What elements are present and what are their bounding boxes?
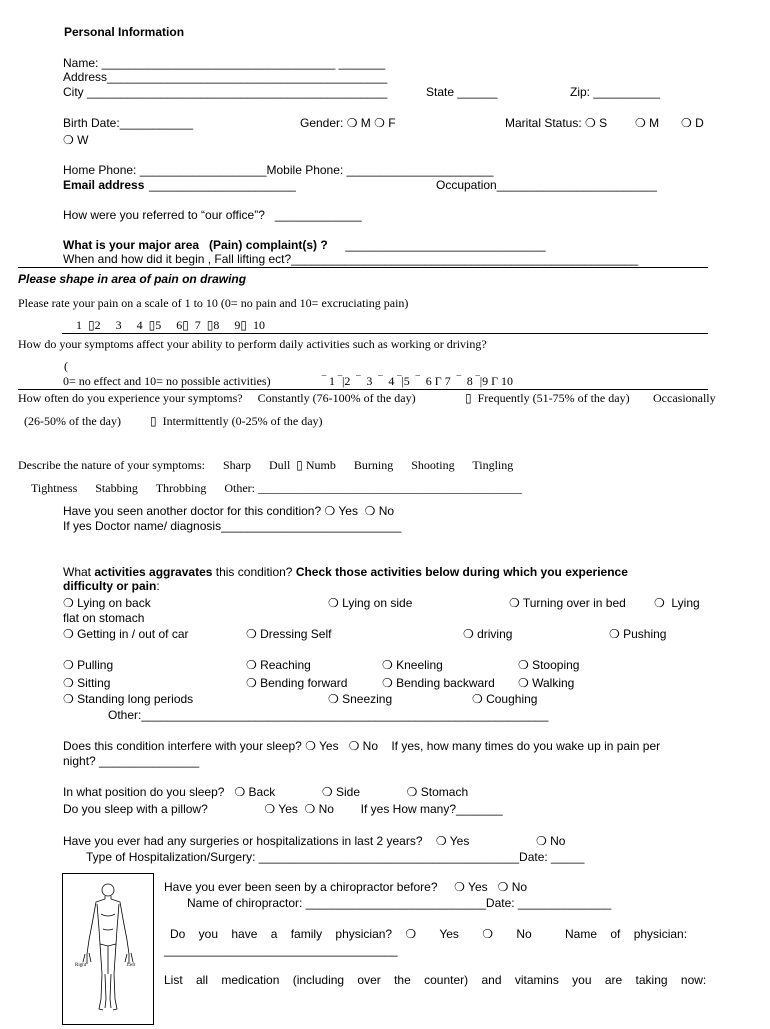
activity-reaching[interactable]: ❍ Reaching [246, 658, 311, 672]
marital-status-divorced[interactable]: ❍ D [681, 116, 704, 130]
other-doctor-question[interactable]: Have you seen another doctor for this condition? ❍ Yes ❍ No [63, 504, 395, 518]
divider [18, 267, 708, 268]
physician-name-field[interactable]: ___________________________________ [164, 943, 398, 957]
activity-coughing[interactable]: ❍ Coughing [472, 692, 538, 706]
activity-other-field[interactable]: Other:_____________________________________________________________ [108, 708, 549, 722]
phone-fields[interactable]: Home Phone: ___________________Mobile Phone: ______________________ [63, 163, 494, 177]
surgery-question[interactable]: Have you ever had any surgeries or hospitalizations in last 2 years? ❍ Yes ❍ No [63, 834, 566, 848]
activity-bending-backward[interactable]: ❍ Bending backward [382, 676, 495, 690]
major-complaint-field[interactable]: ______________________________ [342, 238, 546, 252]
pain-scale[interactable]: 1 ▯2 3 4 ▯5 6▯ 7 ▯8 9▯ 10 [76, 318, 266, 332]
activity-scale-label: 0= no effect and 10= no possible activities) [63, 374, 271, 388]
chiropractor-question[interactable]: Have you ever been seen by a chiropractor before? ❍ Yes ❍ No [164, 880, 528, 894]
zip-field[interactable]: Zip: __________ [570, 85, 661, 99]
activity-walking[interactable]: ❍ Walking [518, 676, 575, 690]
sleep-position-options[interactable]: In what position do you sleep? ❍ Back ❍ Side ❍ Stomach [63, 785, 469, 799]
frequency-intermittently[interactable]: ▯ Intermittently (0-25% of the day) [150, 414, 323, 428]
activity-sitting[interactable]: ❍ Sitting [63, 676, 111, 690]
activity-lying-side[interactable]: ❍ Lying on side [328, 596, 413, 610]
figure-label-right: Right [75, 963, 87, 968]
figure-label-left: Left [127, 963, 136, 968]
activity-scale[interactable]: ‾ 1 ‾|2 ‾ 3 ‾ 4 ‾|5 ‾ 6 Γ 7 ‾ 8 ‾|9 Γ 10 [322, 374, 514, 388]
symptom-nature-options-2[interactable]: Tightness Stabbing Throbbing Other: ____________________________________________ [31, 481, 523, 495]
frequency-occasionally[interactable]: Occasionally [653, 391, 716, 405]
wake-count-field[interactable]: night? _______________ [63, 754, 200, 768]
section-title-personal: Personal Information [64, 25, 185, 39]
birth-date-field[interactable]: Birth Date:___________ [63, 116, 194, 130]
pain-drawing-heading: Please shape in area of pain on drawing [18, 272, 247, 286]
activity-dressing[interactable]: ❍ Dressing Self [246, 627, 332, 641]
frequency-frequently[interactable]: ▯ Frequently (51-75% of the day) [465, 391, 630, 405]
pillow-question[interactable]: Do you sleep with a pillow? ❍ Yes ❍ No If yes How many?_______ [63, 802, 503, 816]
paren: ( [64, 359, 68, 373]
state-field[interactable]: State ______ [426, 85, 498, 99]
pain-drawing-box[interactable] [62, 873, 154, 1025]
onset-field[interactable]: When and how did it begin , Fall lifting ect?____________________________________________________ [63, 252, 639, 266]
chiropractor-name-field[interactable]: Name of chiropractor: ___________________________Date: ______________ [187, 896, 612, 910]
marital-status-widowed[interactable]: ❍ W [63, 133, 89, 147]
frequency-occasionally-pct: (26-50% of the day) [24, 414, 121, 428]
activities-question: What activities aggravates this condition? Check those activities below during which you experience [63, 565, 628, 579]
divider [18, 389, 708, 390]
divider [62, 333, 708, 334]
pain-rate-question: Please rate your pain on a scale of 1 to 10 (0= no pain and 10= excruciating pain) [18, 296, 409, 310]
activity-lying-stomach[interactable]: ❍ Lying [654, 596, 700, 610]
gender-options[interactable]: Gender: ❍ M ❍ F [300, 116, 396, 130]
activities-question-2: difficulty or pain: [63, 579, 160, 593]
doctor-name-field[interactable]: If yes Doctor name/ diagnosis___________________________ [63, 519, 402, 533]
activity-pulling[interactable]: ❍ Pulling [63, 658, 114, 672]
address-field[interactable]: Address__________________________________________ [63, 70, 388, 84]
referral-field[interactable]: How were you referred to “our office”? _____________ [63, 208, 362, 222]
email-label: Email address [63, 178, 145, 192]
activity-bending-forward[interactable]: ❍ Bending forward [246, 676, 348, 690]
sleep-interfere-question[interactable]: Does this condition interfere with your sleep? ❍ Yes ❍ No If yes, how many times do you wake up in pain per [63, 739, 661, 753]
email-field[interactable]: ______________________ [149, 178, 296, 192]
body-figure-icon [63, 874, 153, 1024]
city-field[interactable]: City _____________________________________________ [63, 85, 388, 99]
marital-status-married[interactable]: ❍ M [635, 116, 660, 130]
activity-standing[interactable]: ❍ Standing long periods [63, 692, 194, 706]
activity-kneeling[interactable]: ❍ Kneeling [382, 658, 443, 672]
activity-car[interactable]: ❍ Getting in / out of car [63, 627, 189, 641]
major-complaint-label: What is your major area (Pain) complaint(s) ? [63, 238, 328, 252]
symptom-frequency-question[interactable]: How often do you experience your symptoms? Constantly (76-100% of the day) [18, 391, 416, 405]
name-field[interactable]: Name: ___________________________________ _______ [63, 56, 386, 70]
activity-driving[interactable]: ❍ driving [463, 627, 513, 641]
activity-lying-stomach-2: flat on stomach [63, 611, 145, 625]
symptom-nature-options[interactable]: Describe the nature of your symptoms: Sharp Dull ▯ Numb Burning Shooting Tingling [18, 458, 514, 472]
activity-pushing[interactable]: ❍ Pushing [609, 627, 667, 641]
family-physician-question[interactable]: Do you have a family physician? ❍ Yes ❍ No Name of physician: [170, 927, 688, 941]
activity-lying-back[interactable]: ❍ Lying on back [63, 596, 151, 610]
surgery-type-field[interactable]: Type of Hospitalization/Surgery: _______________________________________Date: _____ [86, 850, 585, 864]
medications-question: List all medication (including over the counter) and vitamins you are taking now: [164, 973, 707, 987]
symptom-affect-question: How do your symptoms affect your ability to perform daily activities such as working or driving? [18, 337, 487, 351]
activity-turning[interactable]: ❍ Turning over in bed [509, 596, 626, 610]
activity-stooping[interactable]: ❍ Stooping [518, 658, 580, 672]
occupation-field[interactable]: Occupation________________________ [436, 178, 657, 192]
activity-sneezing[interactable]: ❍ Sneezing [328, 692, 393, 706]
marital-status-single[interactable]: Marital Status: ❍ S [505, 116, 608, 130]
